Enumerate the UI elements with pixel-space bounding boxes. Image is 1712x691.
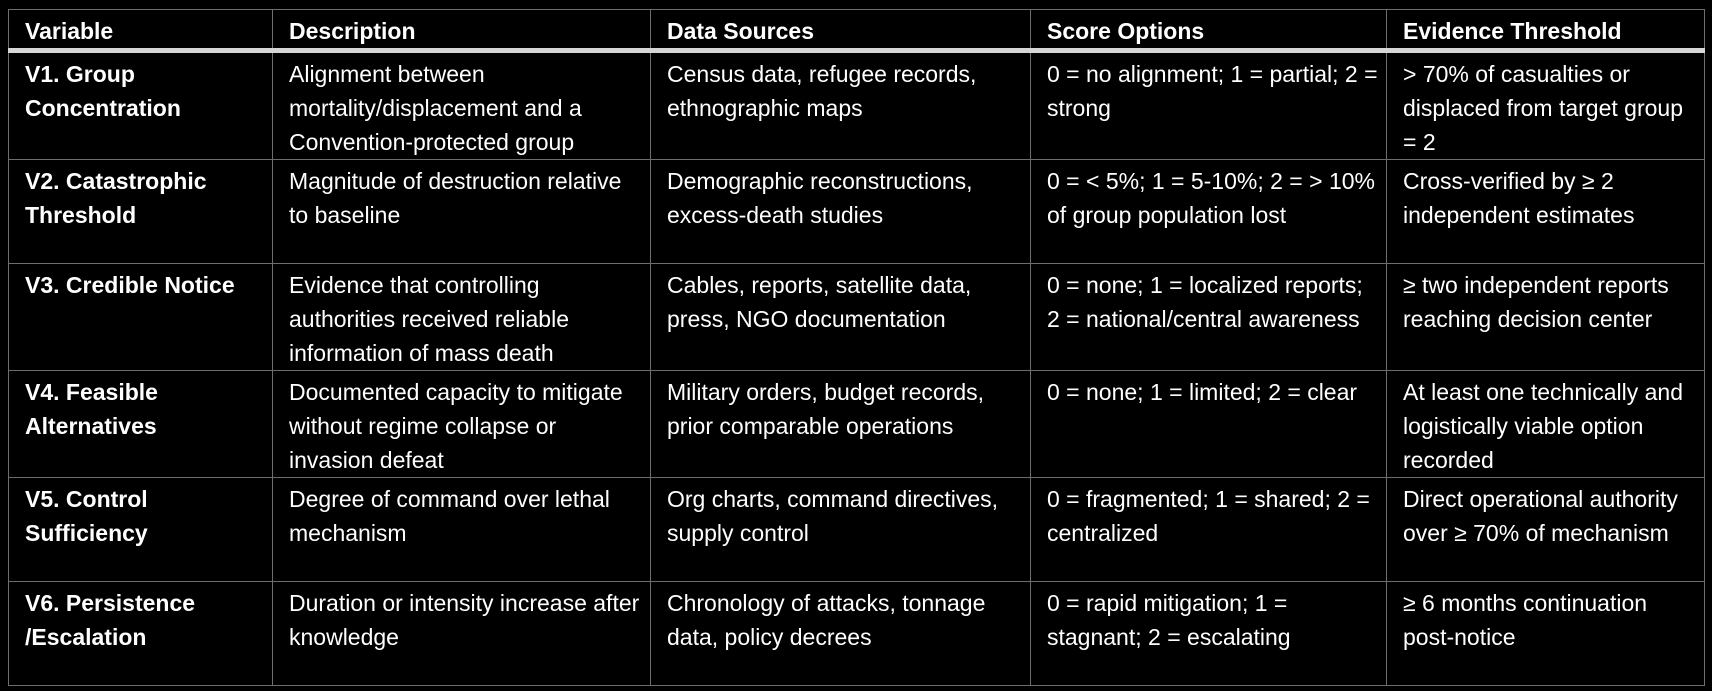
row-score-options: 0 = fragmented; 1 = shared; 2 = centralized [1031,478,1387,582]
row-data-sources: Census data, refugee records, ethnographic maps [651,51,1031,160]
header-data-sources: Data Sources [651,10,1031,51]
header-score-options: Score Options [1031,10,1387,51]
row-description: Degree of command over lethal mechanism [273,478,651,582]
row-description: Magnitude of destruction relative to baseline [273,160,651,264]
table-row [9,478,1705,582]
row-score-options: 0 = none; 1 = limited; 2 = clear [1031,371,1387,478]
row-data-sources: Org charts, command directives, supply control [651,478,1031,582]
row-variable: V2. Catastrophic Threshold [9,160,273,264]
table-row [9,160,1705,264]
row-description: Alignment between mortality/displacement and a Convention-protected group [273,51,651,160]
table-row [9,264,1705,371]
header-evidence-threshold: Evidence Threshold [1387,10,1705,51]
row-variable: V1. Group Concentration [9,51,273,160]
variables-table-frame [8,9,1704,686]
row-data-sources: Demographic reconstructions, excess-death studies [651,160,1031,264]
table-row [9,51,1705,160]
table-header-row [9,10,1705,51]
row-evidence-threshold: ≥ two independent reports reaching decision center [1387,264,1705,371]
row-description: Duration or intensity increase after knowledge [273,582,651,686]
header-variable: Variable [9,10,273,51]
row-description: Documented capacity to mitigate without regime collapse or invasion defeat [273,371,651,478]
row-evidence-threshold: At least one technically and logistically viable option recorded [1387,371,1705,478]
row-variable: V5. Control Sufficiency [9,478,273,582]
table-row [9,371,1705,478]
header-description: Description [273,10,651,51]
row-description: Evidence that controlling authorities received reliable information of mass death [273,264,651,371]
row-evidence-threshold: Direct operational authority over ≥ 70% of mechanism [1387,478,1705,582]
table-row [9,582,1705,686]
row-score-options: 0 = no alignment; 1 = partial; 2 = strong [1031,51,1387,160]
row-variable: V3. Credible Notice [9,264,273,371]
row-variable: V6. Persistence /Escalation [9,582,273,686]
variables-table [8,9,1705,686]
row-evidence-threshold: Cross-verified by ≥ 2 independent estimates [1387,160,1705,264]
row-score-options: 0 = none; 1 = localized reports; 2 = national/central awareness [1031,264,1387,371]
row-score-options: 0 = < 5%; 1 = 5-10%; 2 = > 10% of group population lost [1031,160,1387,264]
row-score-options: 0 = rapid mitigation; 1 = stagnant; 2 = escalating [1031,582,1387,686]
row-data-sources: Military orders, budget records, prior comparable operations [651,371,1031,478]
row-evidence-threshold: > 70% of casualties or displaced from target group = 2 [1387,51,1705,160]
row-variable: V4. Feasible Alternatives [9,371,273,478]
row-data-sources: Cables, reports, satellite data, press, NGO documentation [651,264,1031,371]
row-evidence-threshold: ≥ 6 months continuation post-notice [1387,582,1705,686]
row-data-sources: Chronology of attacks, tonnage data, policy decrees [651,582,1031,686]
